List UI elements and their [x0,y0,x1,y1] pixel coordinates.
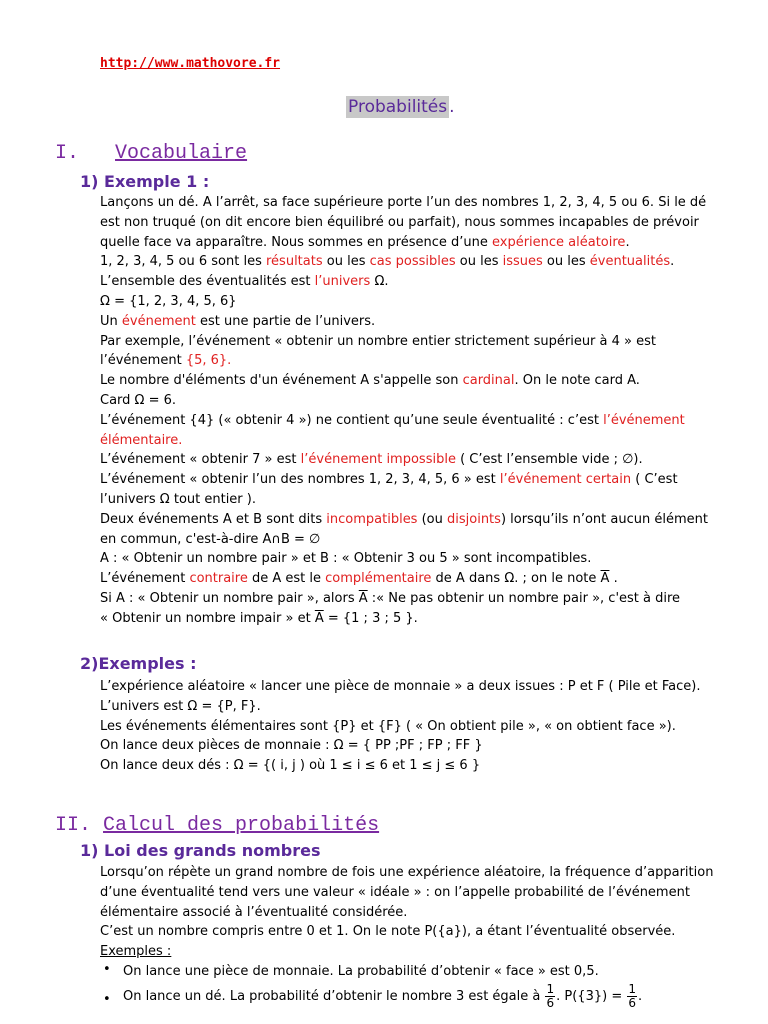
highlighted-term: issues [502,254,543,270]
highlighted-term: l’événement [603,412,685,428]
text-line: Lançons un dé. A l’arrêt, sa face supérieure porte l’un des nombres 1, 2, 3, 4, 5 ou 6. Si le dé [100,195,707,210]
text-line: élémentaire associé à l’éventualité considérée. [100,904,408,920]
highlighted-term: cardinal [462,373,515,389]
section-1-title: Vocabulaire [115,142,248,165]
section-2-number: II. [55,814,92,837]
bullet-icon: • [103,992,111,1007]
text-line: Le nombre d'éléments d'un événement A s'appelle son cardinal. On le note card A. [100,373,640,389]
text-line: On lance deux dés : Ω = {( i, j ) où 1 ≤ i ≤ 6 et 1 ≤ j ≤ 6 } [100,758,481,774]
text-line: en commun, c'est-à-dire A∩B = ∅ [100,531,321,547]
text-line: Si A : « Obtenir un nombre pair », alors $\overline{A}$ :« Ne pas obtenir un nombre pair », c'est à dire [100,591,681,606]
highlighted-term: contraire [189,571,248,587]
text-line: l’univers Ω tout entier ). [100,492,256,507]
section-2-title: Calcul des probabilités [103,814,380,837]
subsection-exemples: 2)Exemples : [80,654,197,673]
bullet-item-coin: On lance une pièce de monnaie. La probabilité d’obtenir « face » est 0,5. [123,964,599,979]
text-line: C’est un nombre compris entre 0 et 1. On le note P({a}), a étant l’éventualité observée. [100,924,676,940]
text-line [100,431,182,451]
text-line: quelle face va apparaître. Nous sommes en présence d’une expérience aléatoire. [100,234,630,250]
text-line: L’événement contraire de A est le complémentaire de A dans Ω. ; on le note $\overline{A}$ . [100,571,618,587]
highlighted-term: cas possibles [369,254,456,270]
fraction-one-sixth: $\frac{1}{6}$ [628,982,636,1010]
source-url-link[interactable]: http://www.mathovore.fr [100,56,281,71]
text-line: A : « Obtenir un nombre pair » et B : « Obtenir 3 ou 5 » sont incompatibles. [100,551,592,567]
text-line: Ω = {1, 2, 3, 4, 5, 6} [100,294,237,309]
highlighted-term: l’événement impossible [300,452,456,468]
page-title: Probabilités . [348,97,455,117]
text-line: On lance deux pièces de monnaie : Ω = { PP ;PF ; FP ; FF } [100,738,483,754]
highlighted-term: incompatibles [326,511,418,527]
complement-symbol: $\overline{A}$ [600,571,610,587]
highlighted-term: événement [121,313,196,329]
highlighted-term: complémentaire [325,571,432,587]
bullet-icon: • [103,962,111,977]
highlighted-term: éventualités [589,254,671,270]
text-line: L’événement « obtenir 7 » est l’événement impossible ( C’est l’ensemble vide ; ∅). [100,452,643,468]
text-line: Deux événements A et B sont dits incompatibles (ou disjoints) lorsqu’ils n’ont aucun élément [100,511,708,527]
text-line: L’ensemble des éventualités est l’univers Ω. [100,274,389,290]
text-line: L’univers est Ω = {P, F}. [100,698,261,714]
text-line: 1, 2, 3, 4, 5 ou 6 sont les résultats ou les cas possibles ou les issues ou les éventualités. [100,254,675,270]
section-1-number: I. [55,142,80,165]
section-2-heading [55,814,379,837]
text-line: l’événement {5, 6}. [100,353,232,369]
text-line: L’expérience aléatoire « lancer une pièce de monnaie » a deux issues : P et F ( Pile et Face). [100,679,701,694]
complement-symbol: $\overline{A}$ [314,610,324,626]
examples-label: Exemples : [100,944,172,959]
subsection-loi-grands-nombres: 1) Loi des grands nombres [80,841,321,860]
text-line: « Obtenir un nombre impair » et $\overline{A} = \{1$ ; 3 ; 5 }. [100,610,418,626]
text-line: Par exemple, l’événement « obtenir un nombre entier strictement supérieur à 4 » est [100,333,656,349]
text-line: L’événement {4} (« obtenir 4 ») ne contient qu’une seule éventualité : c’est l’événement [100,412,685,428]
text-line: L’événement « obtenir l’un des nombres 1, 2, 3, 4, 5, 6 » est l’événement certain ( C’est [100,472,678,488]
section-1-heading [55,142,247,165]
highlighted-term: résultats [266,254,323,270]
highlighted-term: l’événement certain [499,472,632,488]
text-line: est non truqué (on dit encore bien équilibré ou parfait), nous sommes incapables de prévoir [100,214,699,230]
text-line: Lorsqu’on répète un grand nombre de fois une expérience aléatoire, la fréquence d’apparition [100,865,714,880]
highlighted-term: l’univers [314,274,371,290]
text-line: Un événement est une partie de l’univers. [100,313,376,329]
bullet-item-die: On lance un dé. La probabilité d’obtenir le nombre 3 est égale à $\frac{1}{6}$ . P({3}) = $\frac{1}{6}$ . [123,982,643,1010]
text-line: Card Ω = 6. [100,393,177,408]
complement-symbol: $\overline{A}$ [358,591,368,606]
highlighted-term: disjoints [447,511,501,527]
highlighted-term: élémentaire. [100,432,183,448]
text-line: d’une éventualité tend vers une valeur « idéale » : on l’appelle probabilité de l’événement [100,884,690,900]
fraction-one-sixth: $\frac{1}{6}$ [546,982,555,1010]
text-line: Les événements élémentaires sont {P} et {F} ( « On obtient pile », « on obtient face »). [100,718,676,734]
subsection-exemple-1: 1) Exemple 1 : [80,172,210,191]
highlighted-term: expérience aléatoire [491,234,626,250]
highlighted-term: {5, 6}. [185,353,232,369]
